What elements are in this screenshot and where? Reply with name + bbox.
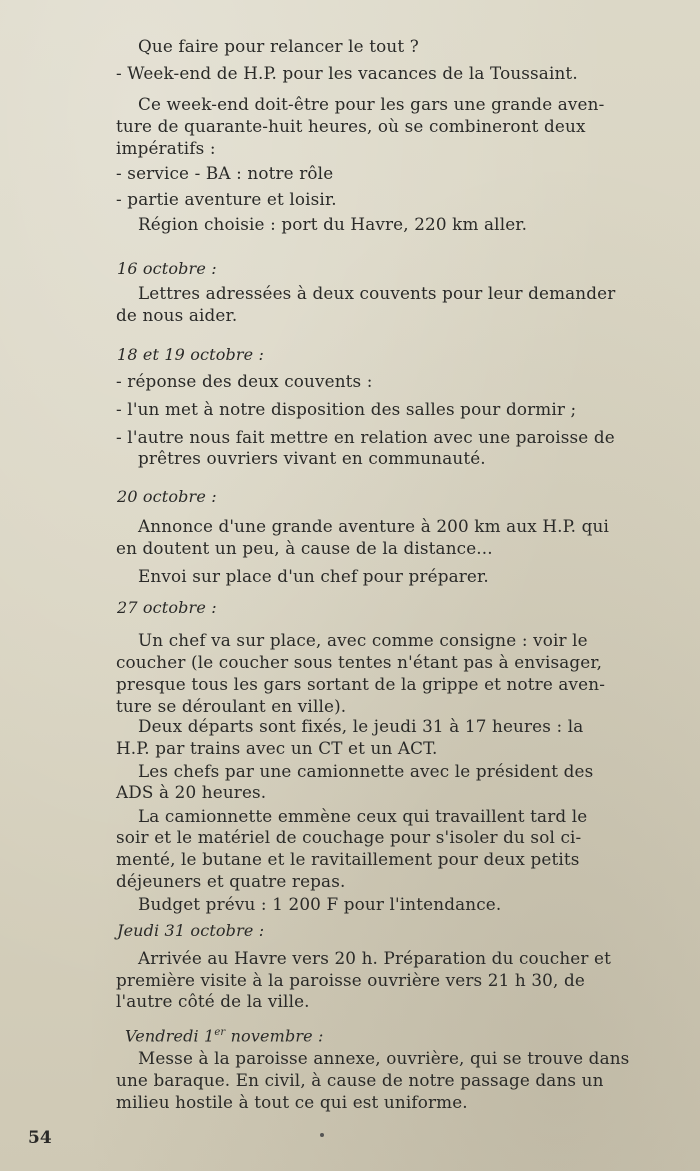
text-line: La camionnette emmène ceux qui travaillent tard le [138,806,588,826]
text-line: - Week-end de H.P. pour les vacances de la Toussaint. [116,63,578,83]
text-line: H.P. par trains avec un CT et un ACT. [116,738,438,758]
text-line: de nous aider. [116,305,238,325]
text-line: presque tous les gars sortant de la grippe et notre aven- [116,674,606,694]
text-line: Ce week-end doit-être pour les gars une grande aven- [138,94,605,114]
text-line: - l'un met à notre disposition des salles pour dormir ; [116,399,577,419]
text-line: - service - BA : notre rôle [116,163,334,183]
section-date: 18 et 19 octobre : [117,345,265,364]
text-line: l'autre côté de la ville. [116,991,310,1011]
text-line: coucher (le coucher sous tentes n'étant pas à envisager, [116,652,603,672]
text-line: Arrivée au Havre vers 20 h. Préparation du coucher et [138,948,611,968]
text-line: une baraque. En civil, à cause de notre passage dans un [116,1070,604,1090]
text-line: ture se déroulant en ville). [116,696,347,716]
text-line: ture de quarante-huit heures, où se combineront deux [116,116,586,136]
section-date: 27 octobre : [117,598,217,617]
text-line: prêtres ouvriers vivant en communauté. [138,448,486,468]
text-line: - réponse des deux couvents : [116,371,373,391]
text-line: première visite à la paroisse ouvrière vers 21 h 30, de [116,970,585,990]
page-number: 54 [28,1128,52,1148]
ink-speck [320,1133,324,1137]
text-line: Un chef va sur place, avec comme consigne : voir le [138,630,588,650]
section-date: Jeudi 31 octobre : [117,921,265,940]
text-line: Annonce d'une grande aventure à 200 km aux H.P. qui [138,516,610,536]
text-line: Budget prévu : 1 200 F pour l'intendance. [138,894,502,914]
text-line: Messe à la paroisse annexe, ouvrière, qui se trouve dans [138,1048,630,1068]
text-line: Deux départs sont fixés, le jeudi 31 à 17 heures : la [138,716,584,736]
text-line: en doutent un peu, à cause de la distance... [116,538,493,558]
date-ordinal: er [214,1027,226,1038]
text-line: Que faire pour relancer le tout ? [138,36,419,56]
text-line: - partie aventure et loisir. [116,189,337,209]
text-line: menté, le butane et le ravitaillement pour deux petits [116,849,580,869]
section-date: 20 octobre : [117,487,217,506]
text-line: Lettres adressées à deux couvents pour leur demander [138,283,616,303]
text-line: Région choisie : port du Havre, 220 km aller. [138,214,528,234]
text-line: Envoi sur place d'un chef pour préparer. [138,566,489,586]
text-line: Les chefs par une camionnette avec le président des [138,761,594,781]
section-date [125,1022,324,1047]
text-line: - l'autre nous fait mettre en relation avec une paroisse de [116,427,615,447]
text-line: impératifs : [116,138,216,158]
section-date: 16 octobre : [117,259,217,278]
text-line: soir et le matériel de couchage pour s'isoler du sol ci- [116,827,582,847]
date-text: Vendredi 1 [125,1026,215,1046]
date-text: novembre : [225,1026,324,1046]
text-line: ADS à 20 heures. [116,782,267,802]
text-line: déjeuners et quatre repas. [116,871,346,891]
text-line: milieu hostile à tout ce qui est uniforme. [116,1092,468,1112]
